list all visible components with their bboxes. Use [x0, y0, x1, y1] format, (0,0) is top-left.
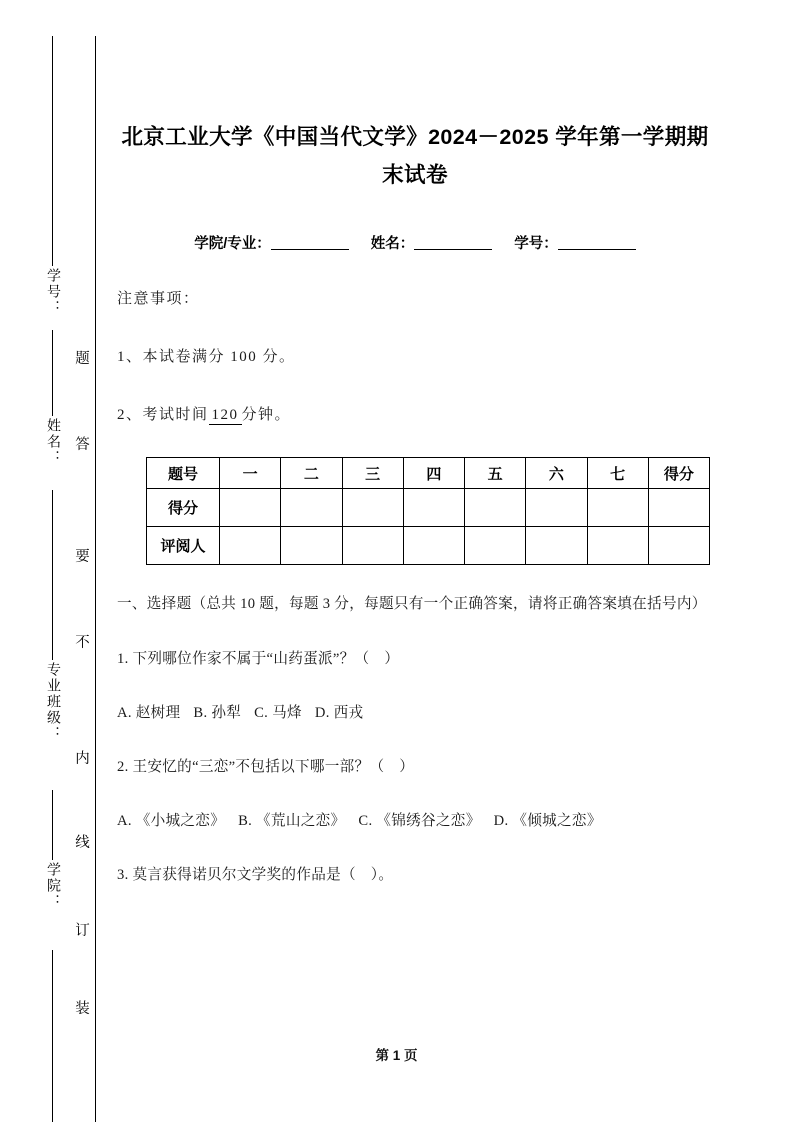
- notice-item-2-post: 分钟。: [241, 407, 292, 423]
- table-header-cell: 四: [403, 458, 464, 489]
- question-1-options: [117, 676, 713, 730]
- binding-margin: [0, 0, 96, 1122]
- score-cell[interactable]: [220, 489, 281, 527]
- student-info-line: [117, 194, 713, 253]
- page-footer: 第 1 页: [375, 1048, 418, 1063]
- score-table: [146, 457, 710, 565]
- score-cell[interactable]: [465, 489, 526, 527]
- margin-label-student-id: 学号：: [45, 268, 60, 316]
- student-id-blank[interactable]: [558, 249, 636, 250]
- margin-char-da: 答: [73, 436, 89, 453]
- table-header-cell: 七: [587, 458, 648, 489]
- grader-cell[interactable]: [587, 527, 648, 565]
- margin-char-yao: 要: [73, 548, 89, 565]
- margin-char-ti: 题: [73, 350, 89, 367]
- notice-item-1: 1、本试卷满分 100 分。: [117, 349, 296, 365]
- margin-label-college: 学院：: [45, 862, 60, 910]
- page-title: 北京工业大学《中国当代文学》2024－2025 学年第一学期期末试卷: [121, 125, 709, 187]
- margin-char-bu: 不: [73, 634, 89, 651]
- binding-line-segment: [52, 950, 53, 1122]
- score-cell[interactable]: [342, 489, 403, 527]
- section-heading-one: 一、选择题（总共 10 题，每题 3 分，每题只有一个正确答案，请将正确答案填在括号内）: [117, 596, 707, 612]
- table-header-cell: 题号: [147, 458, 220, 489]
- score-table-container: [117, 425, 713, 565]
- grader-cell[interactable]: [342, 527, 403, 565]
- table-row-header: [147, 458, 710, 489]
- option-a[interactable]: A. 赵树理: [117, 705, 181, 721]
- score-cell[interactable]: [587, 489, 648, 527]
- option-c[interactable]: C. 马烽: [254, 705, 302, 721]
- grader-cell[interactable]: [465, 527, 526, 565]
- binding-line-segment: [52, 490, 53, 660]
- table-header-cell: 一: [220, 458, 281, 489]
- table-header-cell: 二: [281, 458, 342, 489]
- table-row-label-score: 得分: [147, 489, 220, 527]
- option-d[interactable]: D. 《倾城之恋》: [493, 813, 602, 829]
- college-major-label: 学院/专业：: [194, 236, 271, 252]
- table-header-cell: 六: [526, 458, 587, 489]
- score-cell[interactable]: [281, 489, 342, 527]
- table-row-grader: [147, 527, 710, 565]
- notice-item-2-pre: 2、考试时间: [117, 407, 209, 423]
- grader-cell[interactable]: [648, 527, 709, 565]
- question-1-stem: 1. 下列哪位作家不属于“山药蛋派”？（ ）: [117, 651, 400, 667]
- score-cell[interactable]: [403, 489, 464, 527]
- score-cell[interactable]: [526, 489, 587, 527]
- margin-char-nei: 内: [73, 750, 89, 767]
- question-3-stem: 3. 莫言获得诺贝尔文学奖的作品是（ ）。: [117, 867, 394, 883]
- table-row-score: [147, 489, 710, 527]
- binding-line-segment: [52, 36, 53, 266]
- name-label: 姓名：: [370, 236, 415, 252]
- notice-item-2: [117, 366, 713, 425]
- question-2-stem: 2. 王安忆的“三恋”不包括以下哪一部？（ ）: [117, 759, 415, 775]
- exam-duration-value: 120: [209, 407, 242, 425]
- option-b[interactable]: B. 孙犁: [193, 705, 242, 721]
- table-row-label-grader: 评阅人: [147, 527, 220, 565]
- grader-cell[interactable]: [281, 527, 342, 565]
- score-cell[interactable]: [648, 489, 709, 527]
- option-c[interactable]: C. 《锦绣谷之恋》: [358, 813, 481, 829]
- table-header-cell: 五: [465, 458, 526, 489]
- binding-main-vertical-line: [95, 36, 96, 1122]
- margin-char-zhuang: 装: [73, 1000, 89, 1017]
- grader-cell[interactable]: [220, 527, 281, 565]
- binding-line-segment: [52, 790, 53, 860]
- margin-char-ding: 订: [73, 922, 89, 939]
- table-header-cell: 得分: [648, 458, 709, 489]
- name-blank[interactable]: [414, 249, 492, 250]
- grader-cell[interactable]: [403, 527, 464, 565]
- college-major-blank[interactable]: [271, 249, 349, 250]
- document-body: [117, 0, 713, 892]
- question-2-options: [117, 784, 713, 838]
- binding-line-segment: [52, 330, 53, 416]
- margin-char-xian: 线: [73, 834, 89, 851]
- option-b[interactable]: B. 《荒山之恋》: [238, 813, 346, 829]
- notice-heading: 注意事项：: [117, 291, 200, 307]
- grader-cell[interactable]: [526, 527, 587, 565]
- student-id-label: 学号：: [514, 236, 558, 252]
- option-a[interactable]: A. 《小城之恋》: [117, 813, 226, 829]
- option-d[interactable]: D. 西戎: [314, 705, 364, 721]
- margin-label-class: 专业班级：: [45, 662, 60, 742]
- margin-label-name: 姓名：: [45, 418, 60, 466]
- table-header-cell: 三: [342, 458, 403, 489]
